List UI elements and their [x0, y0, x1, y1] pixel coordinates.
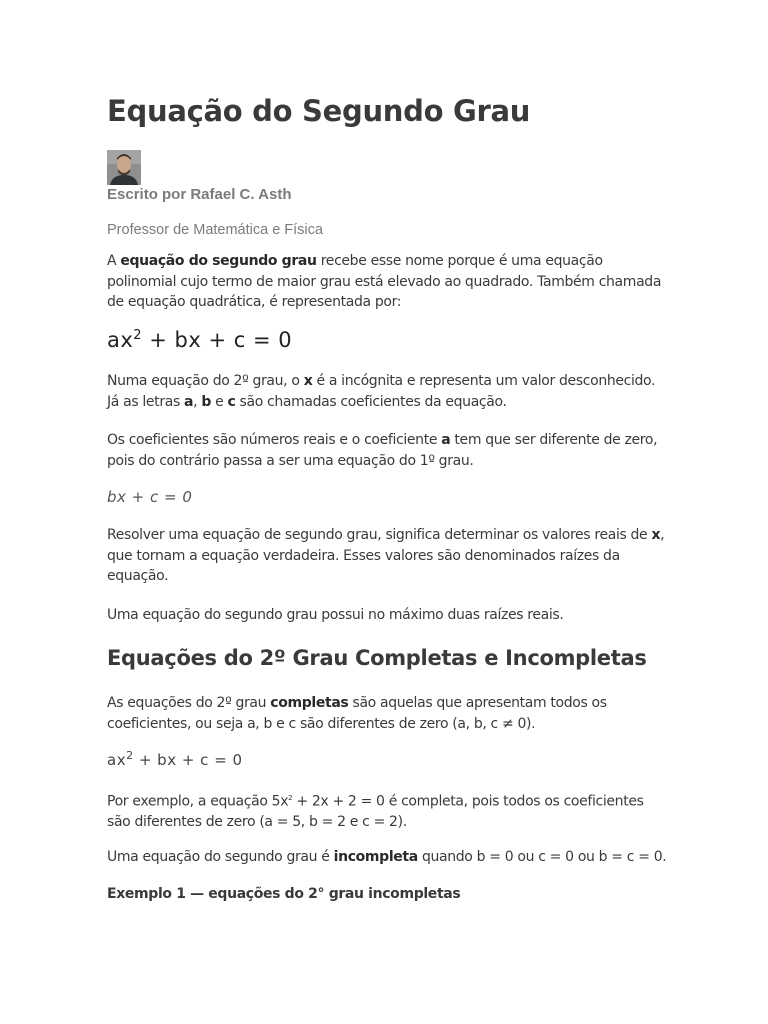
- coeficientes-paragraph: Os coeficientes são números reais e o coeficiente a tem que ser diferente de zero, pois do contrário passa a ser uma equação do 1º grau.: [107, 432, 658, 469]
- exemplo-paragraph: Por exemplo, a equação $5x^2 + 2x + 2 = 0$ é completa, pois todos os coeficientes são diferentes de zero (a = 5, b = 2 e c = 2).: [107, 793, 644, 831]
- completas-paragraph: As equações do 2º grau completas são aquelas que apresentam todos os coeficientes, ou seja a, b e c são diferentes de zero (a, b, c ≠ 0).: [107, 695, 607, 732]
- general-formula: $ax^2$ + bx + c = 0: [107, 328, 293, 352]
- intro-paragraph: A equação do segundo grau recebe esse nome porque é uma equação polinomial cujo termo de maior grau está elevado ao quadrado. Também chamada de equação quadrática, é representada por:: [107, 253, 662, 310]
- author-role: Professor de Matemática e Física: [107, 222, 323, 238]
- page-title: Equação do Segundo Grau: [107, 94, 531, 128]
- raizes-paragraph: Uma equação do segundo grau possui no máximo duas raízes reais.: [107, 607, 564, 623]
- complete-formula: $ax^2$ + bx + c = 0: [107, 749, 243, 769]
- incognita-paragraph: Numa equação do 2º grau, o x é a incógnita e representa um valor desconhecido. Já as letras a, b e c são chamadas coeficientes da equação.: [107, 373, 656, 410]
- incompleta-paragraph: Uma equação do segundo grau é incompleta quando b = 0 ou c = 0 ou b = c = 0.: [107, 849, 667, 865]
- author-photo: [107, 150, 141, 185]
- author-avatar[interactable]: [107, 150, 141, 185]
- resolver-paragraph: Resolver uma equação de segundo grau, significa determinar os valores reais de x, que tornam a equação verdadeira. Esses valores são denominados raízes da equação.: [107, 527, 665, 584]
- example-heading: Exemplo 1 — equações do 2° grau incompletas: [107, 886, 461, 902]
- author-name[interactable]: Escrito por Rafael C. Asth: [107, 186, 292, 203]
- linear-formula: bx + c = 0: [107, 488, 193, 506]
- section-heading: Equações do 2º Grau Completas e Incompletas: [107, 646, 647, 670]
